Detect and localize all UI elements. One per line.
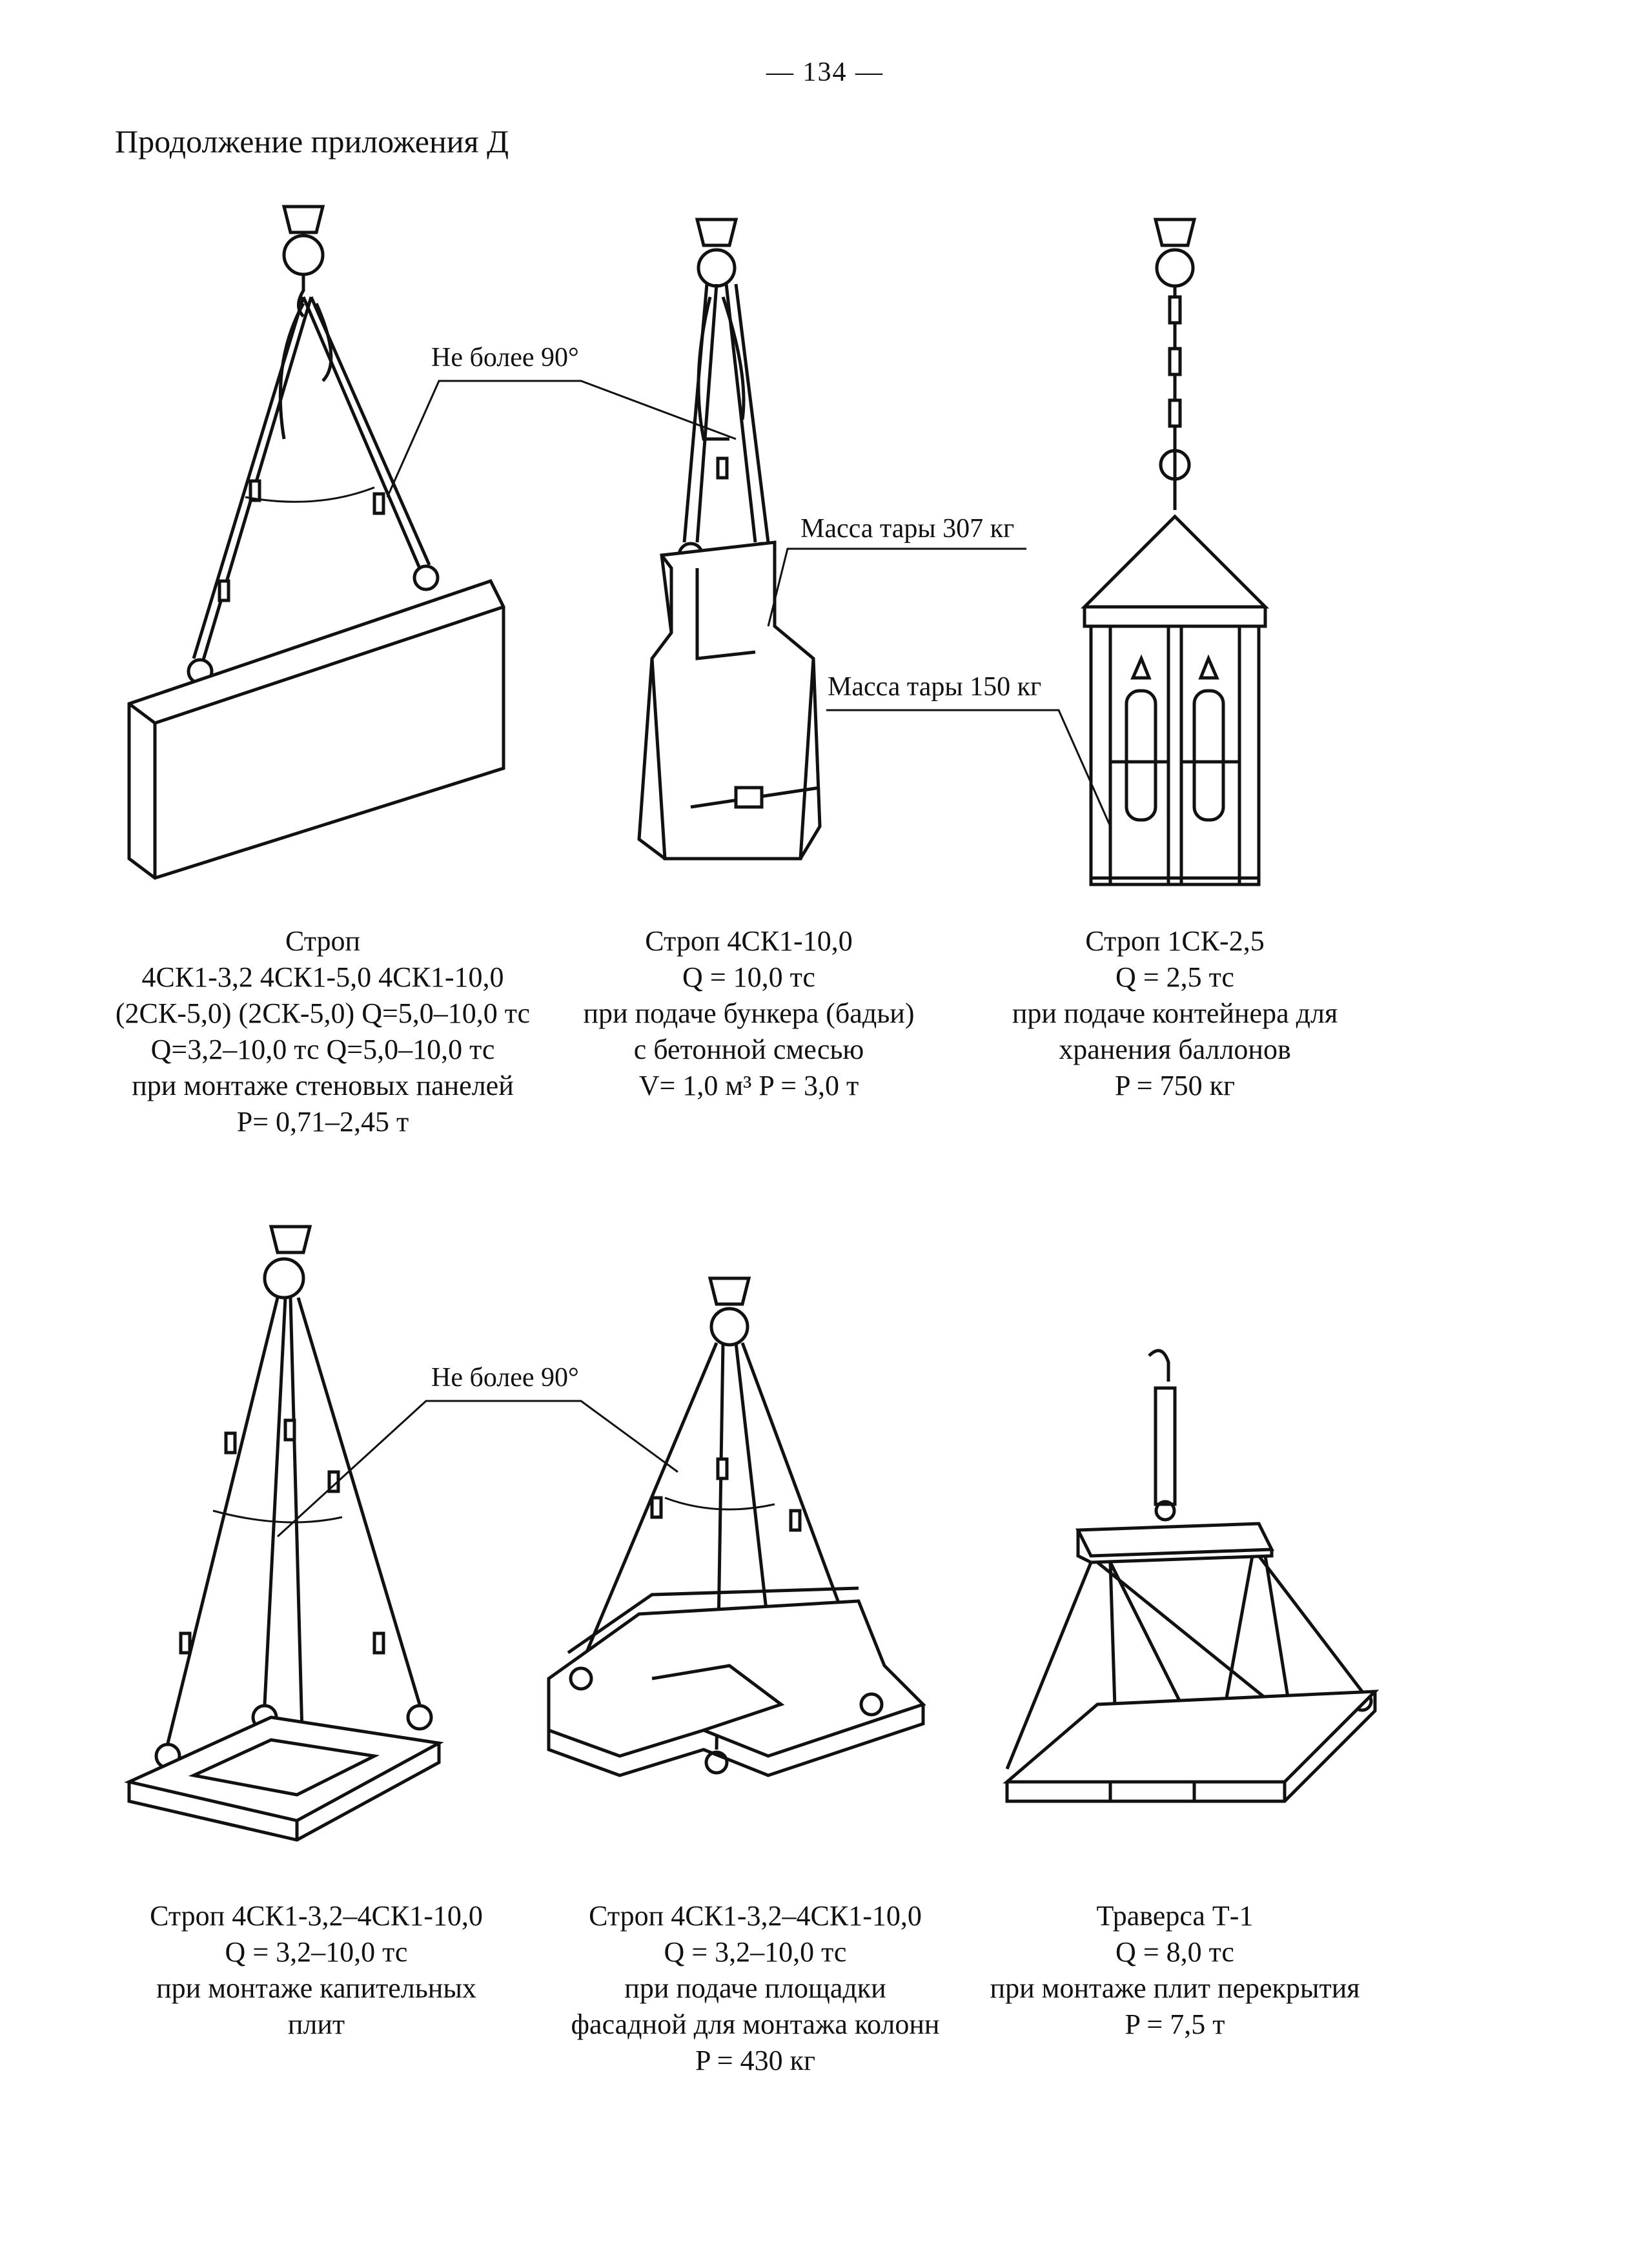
caption-bunker [542,923,955,1104]
caption-title: Строп 4СК1-3,2–4СК1-10,0 [150,1900,483,1932]
tare-callout-bunker: Масса тары 307 кг [800,514,1015,544]
caption-line: при подаче площадки [624,1972,886,2004]
wall-panel-sling-drawing [110,194,562,904]
caption-line: P = 750 кг [1114,1070,1236,1101]
caption-line: при подаче бункера (бадьи) [583,997,915,1029]
caption-line: Q = 2,5 тс [1115,961,1234,993]
caption-line: V= 1,0 м³ P = 3,0 т [638,1070,859,1101]
caption-line: Q = 3,2–10,0 тс [225,1936,408,1968]
caption-title: Строп [285,925,361,957]
caption-line: хранения баллонов [1059,1034,1291,1065]
caption-line: при подаче контейнера для [1012,997,1338,1029]
continuation-heading: Продолжение приложения Д [115,123,509,159]
traverse-drawing [981,1343,1381,1834]
caption-line: P= 0,71–2,45 т [236,1106,409,1138]
tare-callout-container: Масса тары 150 кг [828,672,1042,702]
caption-wall-panel [90,923,555,1140]
caption-traverse [962,1898,1388,2043]
caption-capital-plate [110,1898,523,2043]
caption-cylinder-container [962,923,1388,1104]
caption-line: с бетонной смесью [633,1034,864,1065]
caption-line: при монтаже плит перекрытия [990,1972,1360,2004]
caption-line: P = 430 кг [695,2045,816,2076]
angle-callout-bottom: Не более 90° [431,1363,579,1393]
tare-leader-container [826,697,1123,839]
caption-title: Строп 4СК1-10,0 [645,925,853,957]
caption-line: Q = 10,0 тс [682,961,815,993]
caption-line: 4СК1-3,2 4СК1-5,0 4СК1-10,0 [141,961,504,993]
caption-line: фасадной для монтажа колонн [571,2008,940,2040]
caption-line: Q = 8,0 тс [1115,1936,1234,1968]
caption-title: Траверса Т-1 [1096,1900,1254,1932]
caption-line: при монтаже капительных [156,1972,476,2004]
caption-line: (2СК-5,0) (2СК-5,0) Q=5,0–10,0 тс [115,997,531,1029]
caption-line: плит [287,2008,345,2040]
page-number: — 134 — [766,57,884,87]
facade-platform-drawing [536,1265,949,1834]
caption-facade-platform [536,1898,975,2079]
caption-title: Строп 1СК-2,5 [1085,925,1265,957]
caption-line: при монтаже стеновых панелей [132,1070,514,1101]
caption-line: Q=3,2–10,0 тс Q=5,0–10,0 тс [150,1034,495,1065]
angle-callout-top: Не более 90° [431,343,579,373]
caption-line: P = 7,5 т [1125,2008,1225,2040]
caption-title: Строп 4СК1-3,2–4СК1-10,0 [589,1900,922,1932]
caption-line: Q = 3,2–10,0 тс [664,1936,847,1968]
